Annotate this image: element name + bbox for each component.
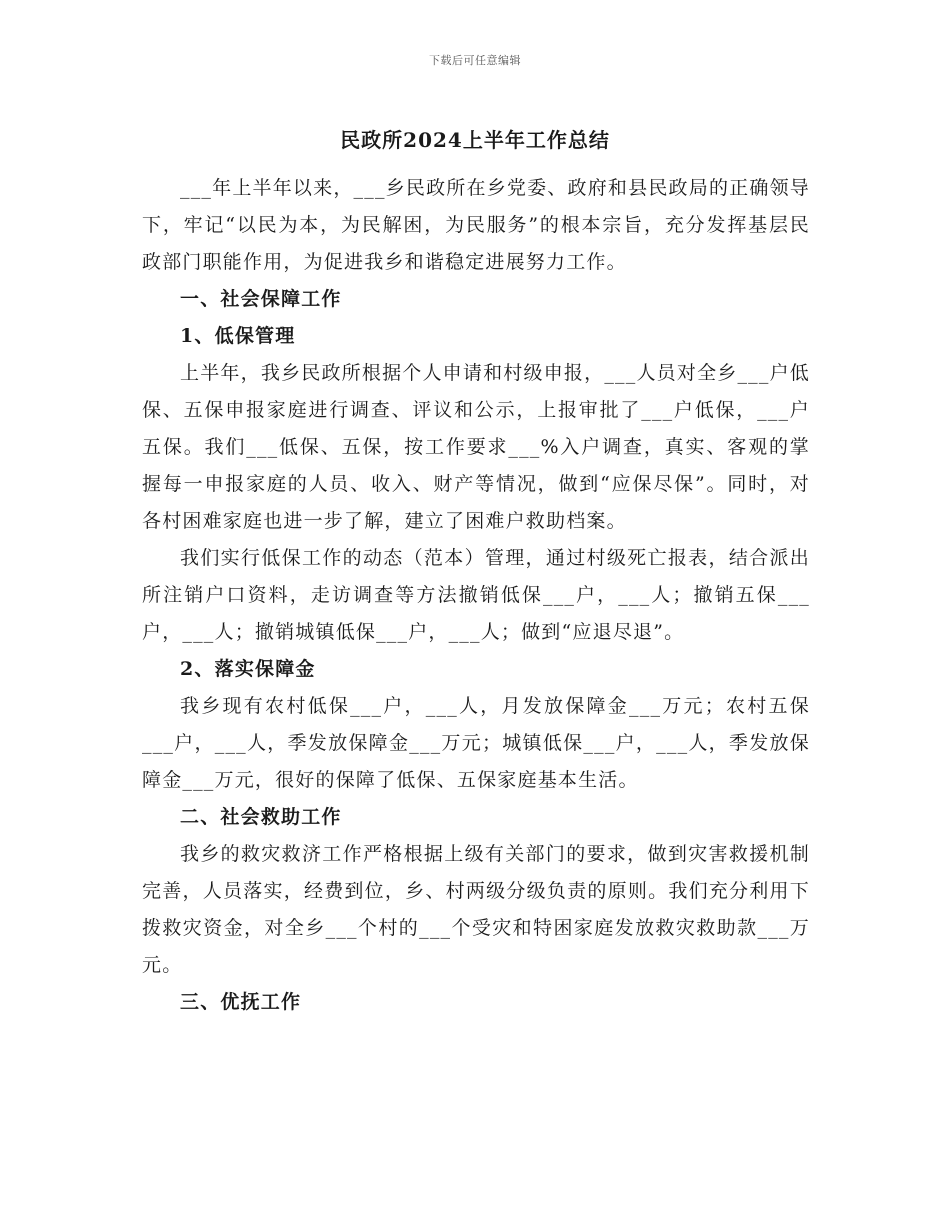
document-title: 民政所2024上半年工作总结	[340, 128, 610, 152]
section-heading-special-care: 三、优抚工作	[180, 991, 302, 1013]
paragraph-security-funds: 我乡现有农村低保___户，___人，月发放保障金___万元；农村五保___户，___人，季发放保障金___万元；城镇低保___户，___人，季发放保障金___万元，很好的保障了低保、五保家庭基本生活。	[142, 695, 810, 791]
paragraph-dibao-review: 上半年，我乡民政所根据个人申请和村级申报，___人员对全乡___户低保、五保申报家庭进行调查、评议和公示，上报审批了___户低保，___户五保。我们___低保、五保，按工作要求___%入户调查，真实、客观的掌握每一申报家庭的人员、收入、财产等情况，做到“应保尽保”。同时，对各村困难家庭也进一步了解，建立了困难户救助档案。	[142, 362, 810, 532]
subsection-heading-dibao-management: 1、低保管理	[180, 325, 296, 347]
subsection-heading-security-funds: 2、落实保障金	[180, 658, 316, 680]
paragraph-disaster-relief: 我乡的救灾救济工作严格根据上级有关部门的要求，做到灾害救援机制完善，人员落实，经费到位，乡、村两级分级负责的原则。我们充分利用下拨救灾资金，对全乡___个村的___个受灾和特困家庭发放救灾救助款___万元。	[142, 843, 810, 976]
paragraph-intro: ___年上半年以来，___乡民政所在乡党委、政府和县民政局的正确领导下，牢记“以民为本，为民解困，为民服务”的根本宗旨，充分发挥基层民政部门职能作用，为促进我乡和谐稳定进展努力工作。	[142, 177, 810, 273]
page-header-note: 下载后可任意编辑	[429, 54, 521, 67]
section-heading-social-relief: 二、社会救助工作	[180, 806, 342, 828]
paragraph-dynamic-management: 我们实行低保工作的动态（范本）管理，通过村级死亡报表，结合派出所注销户口资料，走访调查等方法撤销低保___户，___人；撤销五保___户，___人；撤销城镇低保___户，___人；做到“应退尽退”。	[142, 547, 810, 643]
document-body	[142, 170, 810, 1021]
section-heading-social-security: 一、社会保障工作	[180, 288, 342, 310]
